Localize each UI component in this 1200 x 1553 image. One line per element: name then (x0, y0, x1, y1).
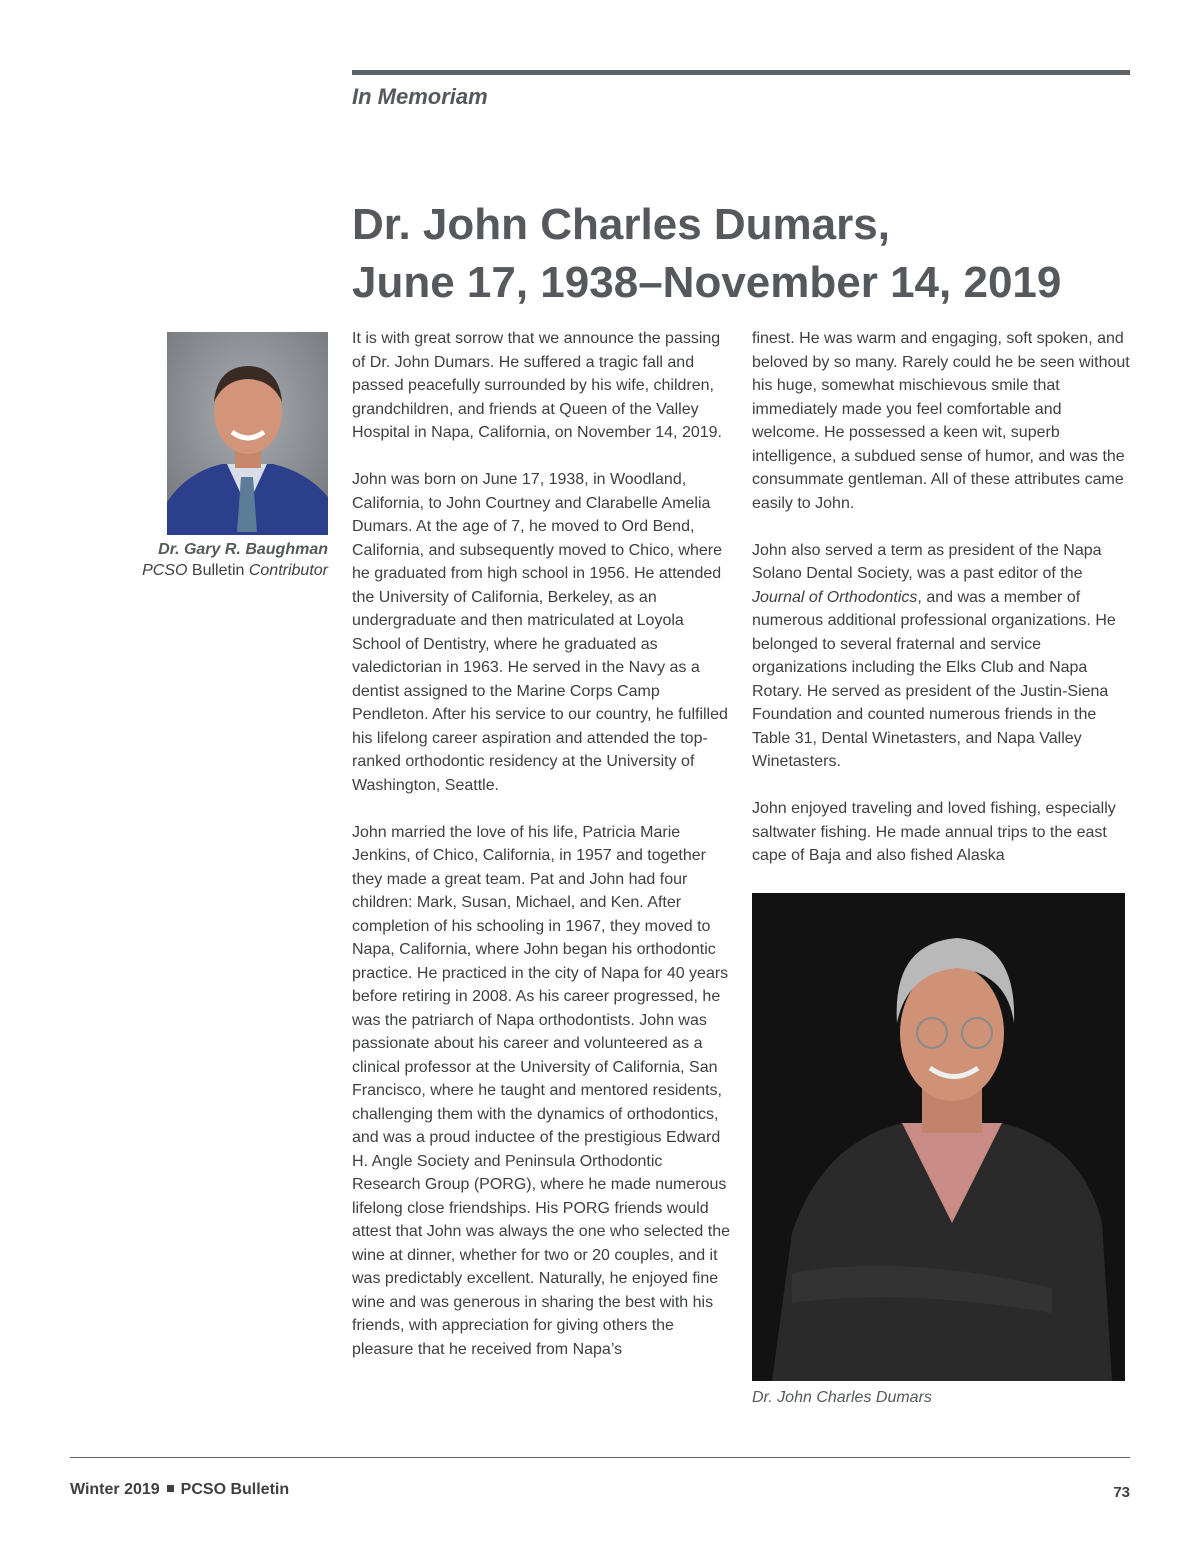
footer-publication (70, 1481, 289, 1499)
page-number: 73 (1113, 1484, 1130, 1501)
footer-issue: Winter 2019 (70, 1481, 160, 1498)
author-photo (167, 332, 328, 535)
paragraph: John married the love of his life, Patricia Marie Jenkins, of Chico, California, in 1957 and together they made a great team. Pat and John had four children: Mark, Susan, Michael, and Ken. After completion of his schooling in 1967, they moved to Napa, California, where John began his orthodontic practice. He practiced in the city of Napa for 40 years before retiring in 2008. As his career progressed, he was the patriarch of Napa orthodontists. John was passionate about his career and volunteered as a clinical professor at the University of California, San Francisco, where he taught and mentored residents, challenging them with the dynamics of orthodontics, and was a proud inductee of the prestigious Edward H. Angle Society and Peninsula Orthodontic Research Group (PORG), where he made numerous lifelong close friendships. His PORG friends would attest that John was always the one who selected the wine at dinner, whether for two or 20 couples, and it was predictably excellent. Naturally, he enjoyed fine wine and was generous in sharing the best with his friends, with appreciation for giving others the pleasure that he received from Napa’s (352, 823, 731, 1358)
square-bullet-icon (167, 1485, 174, 1492)
title-line-name: Dr. John Charles Dumars, (352, 200, 890, 249)
author-role-contributor: Contributor (248, 562, 328, 579)
author-role-bulletin: Bulletin (187, 562, 249, 579)
paragraph: John was born on June 17, 1938, in Woodland, California, to John Courtney and Clarabelle Amelia Dumars. At the age of 7, he moved to Ord Bend, California, and subsequently moved to Chico, where he graduated from high school in 1956. He attended the University of California, Berkeley, as an undergraduate and then matriculated at Loyola School of Dentistry, where he graduated as valedictorian in 1963. He served in the Navy as a dentist assigned to the Marine Corps Camp Pendleton. After his service to our country, he fulfilled his lifelong career aspiration and attended the top-ranked orthodontic residency at the University of Washington, Seattle. (352, 471, 728, 794)
paragraph-text: , and was a member of numerous additional professional organizations. He belonged to several fraternal and service organizations including the Elks Club and Napa Rotary. He served as president of the Justin-Siena Foundation and counted numerous friends in the Table 31, Dental Winetasters, and Napa Valley Winetasters. (752, 588, 1116, 770)
photo-caption: Dr. John Charles Dumars (752, 1389, 932, 1406)
footer-publication-name: PCSO Bulletin (180, 1481, 290, 1498)
author-portrait-image (167, 332, 328, 535)
section-label: In Memoriam (352, 84, 488, 109)
john-photo (752, 893, 1125, 1381)
author-role-pcso: PCSO (142, 562, 188, 579)
title-line-dates: June 17, 1938–November 14, 2019 (352, 258, 1062, 307)
article-title (352, 196, 1152, 312)
paragraph: finest. He was warm and engaging, soft spoken, and beloved by so many. Rarely could he be seen without his huge, somewhat mischievous smile that immediately made you feel comfortable and welcome. He possessed a keen wit, superb intelligence, a subdued sense of humor, and was the consummate gentleman. All of these attributes came easily to John. (752, 330, 1130, 512)
body-column-right (752, 327, 1132, 868)
body-column-left (352, 327, 732, 1361)
journal-title: Journal of Orthodontics (752, 588, 918, 606)
paragraph: It is with great sorrow that we announce the passing of Dr. John Dumars. He suffered a tragic fall and passed peacefully surrounded by his wife, children, grandchildren, and friends at Queen of the Valley Hospital in Napa, California, on November 14, 2019. (352, 330, 722, 441)
paragraph (752, 539, 1132, 774)
top-rule (352, 70, 1130, 75)
author-role (60, 562, 328, 580)
paragraph-text: John also served a term as president of the Napa Solano Dental Society, was a past editor of the (752, 541, 1102, 582)
john-portrait-image (752, 893, 1125, 1381)
author-name: Dr. Gary R. Baughman (158, 541, 328, 558)
paragraph: John enjoyed traveling and loved fishing, especially saltwater fishing. He made annual trips to the east cape of Baja and also fished Alaska (752, 800, 1116, 864)
footer-rule (70, 1457, 1130, 1458)
